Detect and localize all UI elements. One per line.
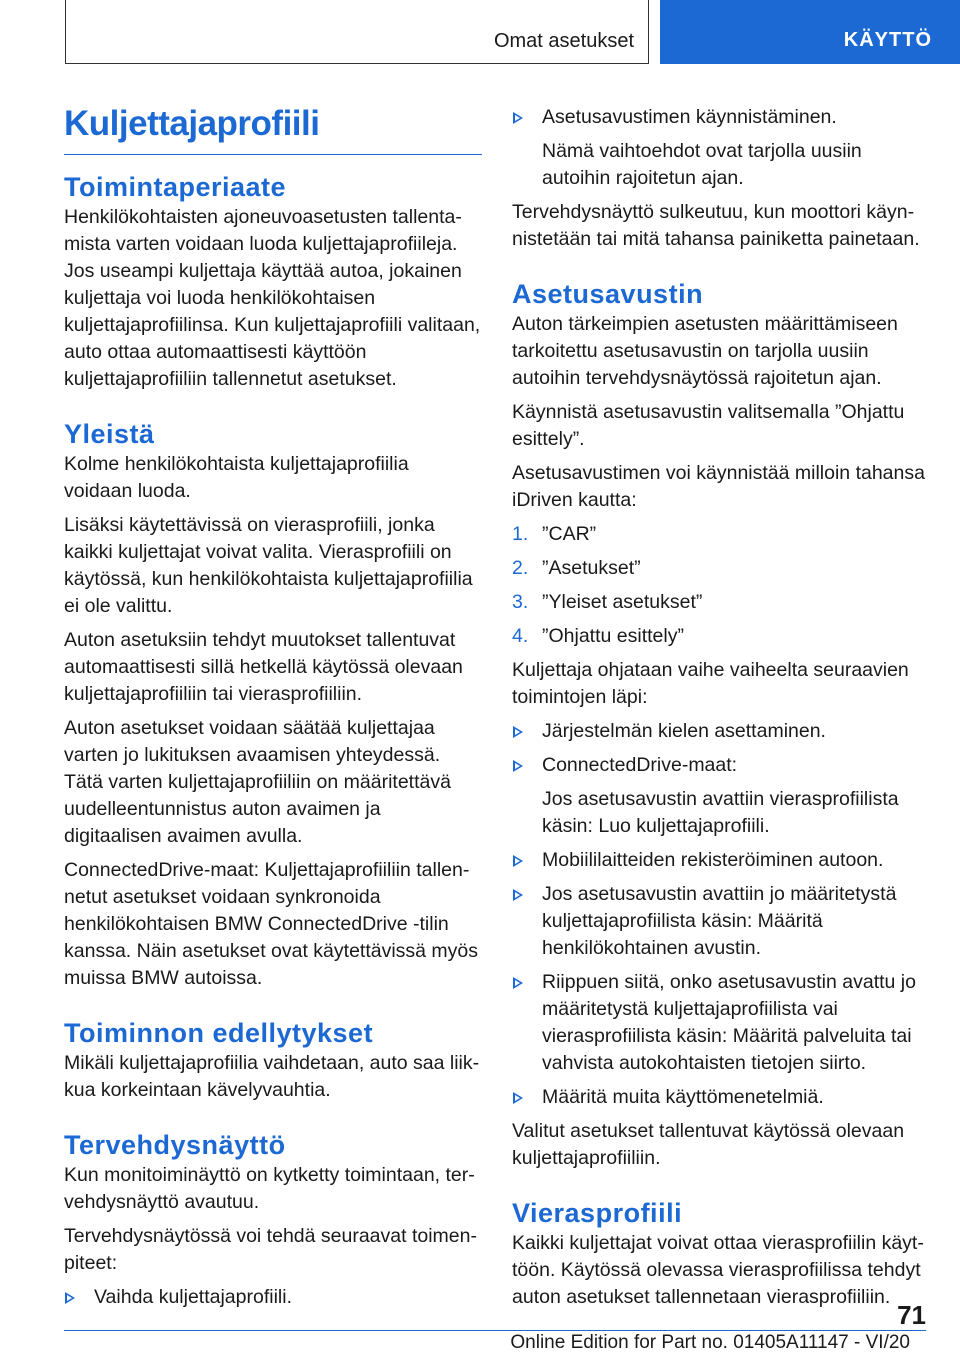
paragraph: Valitut asetukset tallentuvat käytössä olevaan kuljettajaprofiiliin. (512, 1120, 905, 1169)
numbered-step (512, 623, 926, 650)
list-item-text: Vaihda kuljettajaprofiili. (94, 1286, 292, 1308)
page-number: 71 (897, 1300, 926, 1330)
header-chapter-tab[interactable] (660, 0, 960, 64)
left-column (64, 170, 482, 1311)
header-section-title: Omat asetukset (493, 30, 634, 52)
paragraph: Kaikki kuljettajat voivat ottaa vierasprofiilin käyttöön. Käytössä olevassa vierasprofiilissa tehdyt auton asetukset tallennetaan vierasprofiiliin. (512, 1232, 924, 1308)
page-title: Kuljettajaprofiili (64, 104, 482, 155)
numbered-step (512, 521, 926, 548)
list-item (512, 847, 926, 874)
step-number: 4. (512, 625, 529, 647)
step-text: ”Asetukset” (542, 557, 641, 579)
step-text: ”Yleiset asetukset” (542, 591, 703, 613)
list-item (512, 969, 926, 1077)
list-item-text: Mobiililaitteiden rekisteröiminen autoon. (542, 849, 884, 871)
paragraph: Lisäksi käytettävissä on vierasprofiili, jonka kaikki kuljettajat voivat valita. Vierasprofiili on käytössä, kun henkilökohtaista kuljettajaprofiilia ei ole valittu. (64, 514, 473, 617)
triangle-bullet-icon (513, 855, 523, 867)
heading-yleista: Yleistä (64, 419, 155, 449)
list-item (512, 718, 926, 745)
triangle-bullet-icon (513, 889, 523, 901)
footer-divider (64, 1330, 926, 1331)
header-section-box (65, 0, 649, 64)
triangle-bullet-icon (513, 112, 523, 124)
step-number: 2. (512, 557, 529, 579)
triangle-bullet-icon (513, 1092, 523, 1104)
heading-vierasprofiili: Vierasprofiili (512, 1198, 683, 1228)
paragraph: Tervehdysnäytössä voi tehdä seuraavat toimenpiteet: (64, 1225, 477, 1274)
step-number: 1. (512, 523, 529, 545)
list-item-note: Nämä vaihtoehdot ovat tarjolla uusiin autoihin rajoitetun ajan. (542, 140, 862, 189)
right-column (512, 104, 926, 1311)
step-number: 3. (512, 591, 529, 613)
step-text: ”CAR” (542, 523, 597, 545)
triangle-bullet-icon (513, 726, 523, 738)
heading-tervehdysnaytto: Tervehdysnäyttö (64, 1130, 286, 1160)
list-item (64, 1284, 482, 1311)
paragraph: Henkilökohtaisten ajoneuvoasetusten tallentamista varten voidaan luoda kuljettajaprofiileja. Jos useampi kuljettaja käyttää autoa, jokainen kuljettaja voi luoda henkilökohtaisen kuljettajaprofiilinsa. Kun kuljettajaprofiili valitaan, auto ottaa automaattisesti käyttöön kuljettajaprofiiliin tallennetut asetukset. (64, 206, 481, 390)
heading-toimintaperiaate: Toimintaperiaate (64, 172, 287, 202)
numbered-step (512, 589, 926, 616)
triangle-bullet-icon (65, 1292, 75, 1304)
paragraph: Kuljettaja ohjataan vaihe vaiheelta seuraavien toimintojen läpi: (512, 659, 909, 708)
paragraph: Mikäli kuljettajaprofiilia vaihdetaan, auto saa liikkua korkeintaan kävelyvauhtia. (64, 1052, 480, 1101)
paragraph: Auton asetuksiin tehdyt muutokset tallentuvat automaattisesti sillä hetkellä käytössä olevaan kuljettajaprofiiliin tai vierasprofiiliin. (64, 629, 463, 705)
list-item (512, 752, 926, 779)
paragraph: Auton tärkeimpien asetusten määrittämiseen tarkoitettu asetusavustin on tarjolla uusiin autoihin tervehdysnäytössä rajoitetun ajan. (512, 313, 898, 389)
step-text: ”Ohjattu esittely” (542, 625, 684, 647)
paragraph: Asetusavustimen voi käynnistää milloin tahansa iDriven kautta: (512, 462, 925, 511)
list-item-text: Riippuen siitä, onko asetusavustin avattu jo määritetystä kuljettajaprofiilista vai vierasprofiilista käsin: Määritä palveluita tai vahvista autokohtaisten tietojen siirto. (542, 971, 916, 1074)
paragraph: Käynnistä asetusavustin valitsemalla ”Ohjattu esittely”. (512, 401, 905, 450)
heading-asetusavustin: Asetusavustin (512, 279, 704, 309)
list-item-text: Määritä muita käyttömenetelmiä. (542, 1086, 824, 1108)
paragraph: Auton asetukset voidaan säätää kuljettajaa varten jo lukituksen avaamisen yhteydessä. Tätä varten kuljettajaprofiiliin on määritettävä uudelleentunnistus auton avaimen ja digitaalisen avaimen avulla. (64, 717, 451, 847)
footer-edition: Online Edition for Part no. 01405A11147 - VI/20 (510, 1332, 910, 1353)
list-item-text: Jos asetusavustin avattiin jo määritetystä kuljettajaprofiilista käsin: Määritä henkilökohtainen avustin. (542, 883, 897, 959)
list-item-text: Järjestelmän kielen asettaminen. (542, 720, 826, 742)
list-item (512, 104, 926, 131)
list-item-text: ConnectedDrive-maat: (542, 754, 738, 776)
list-item-note: Jos asetusavustin avattiin vierasprofiilista käsin: Luo kuljettajaprofiili. (542, 788, 899, 837)
numbered-step (512, 555, 926, 582)
paragraph: Tervehdysnäyttö sulkeutuu, kun moottori käynnistetään tai mitä tahansa painiketta painetaan. (512, 201, 920, 250)
heading-toiminnon-edellytykset: Toiminnon edellytykset (64, 1018, 374, 1048)
list-item (512, 881, 926, 962)
paragraph: Kolme henkilökohtaista kuljettajaprofiilia voidaan luoda. (64, 453, 409, 502)
list-item-text: Asetusavustimen käynnistäminen. (542, 106, 837, 128)
header-chapter-label: KÄYTTÖ (843, 29, 932, 51)
paragraph: ConnectedDrive-maat: Kuljettajaprofiiliin tallennetut asetukset voidaan synkronoida henkilökohtaisen BMW ConnectedDrive -tilin kanssa. Näin asetukset ovat käytettävissä myös muissa BMW autoissa. (64, 859, 479, 989)
triangle-bullet-icon (513, 760, 523, 772)
list-item (512, 1084, 926, 1111)
paragraph: Kun monitoiminäyttö on kytketty toimintaan, tervehdysnäyttö avautuu. (64, 1164, 475, 1213)
triangle-bullet-icon (513, 977, 523, 989)
